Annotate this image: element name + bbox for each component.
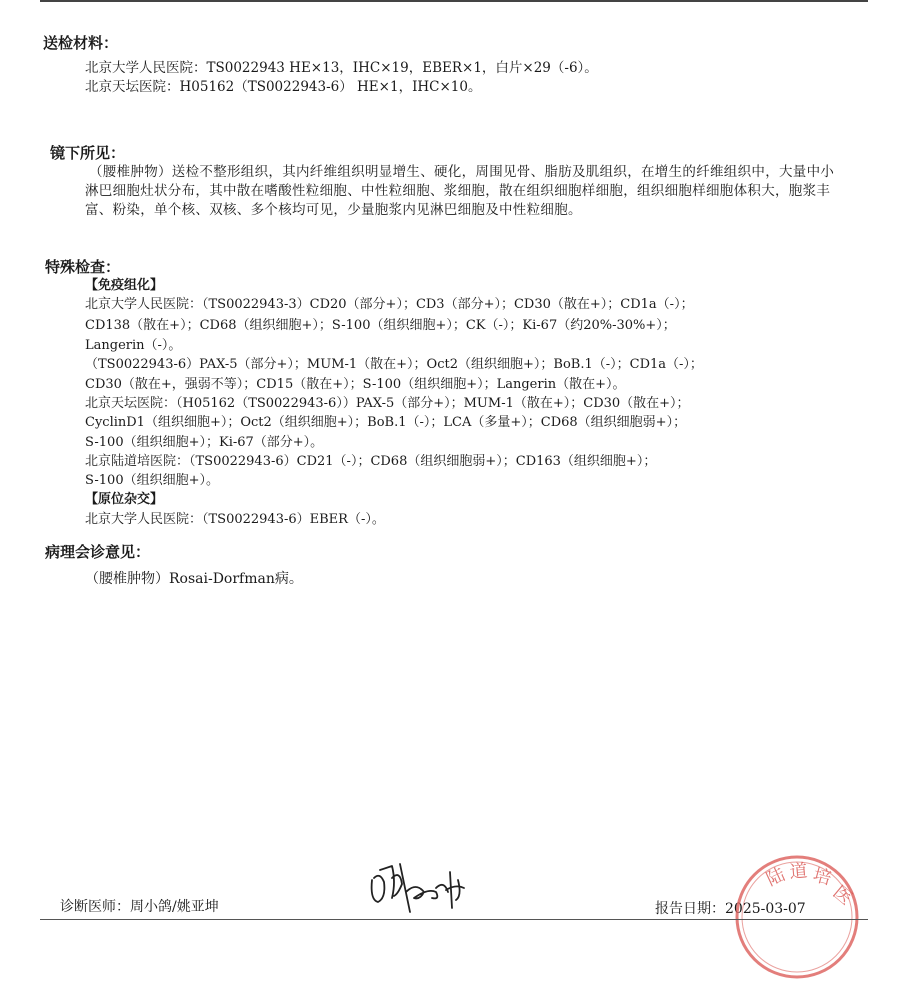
specimen-heading: 送检材料： (43, 34, 119, 52)
ihc-line-2: CD138（散在+）；CD68（组织细胞+）；S-100（组织细胞+）；CK（-）；Ki-67（约20%-30%+）； (85, 318, 676, 333)
opinion-heading: 病理会诊意见： (45, 543, 151, 561)
ish-label: 【原位杂交】 (85, 492, 164, 507)
ihc-line-4: （TS0022943-6）PAX-5（部分+）；MUM-1（散在+）；Oct2（组织细胞+）；BoB.1（-）；CD1a（-）； (85, 357, 703, 372)
microscopy-text: （腰椎肿物）送检不整形组织，其内纤维组织明显增生、硬化，周围见骨、脂肪及肌组织，在增生的纤维组织中，大量中小淋巴细胞灶状分布，其中散在嗜酸性粒细胞、中性粒细胞、浆细胞，散在组织细胞样细胞，组织细胞样细胞体积大，胞浆丰富、粉染，单个核、双核、多个核均可见，少量胞浆内见淋巴细胞及中性粒细胞。 (85, 164, 835, 218)
specimen-line-1: 北京大学人民医院：TS0022943 HE×13，IHC×19，EBER×1，白片×29（-6）。 (85, 60, 598, 76)
ihc-line-7: CyclinD1（组织细胞+）；Oct2（组织细胞+）；BoB.1（-）；LCA（多量+）；CD68（组织细胞弱+）； (85, 415, 687, 430)
svg-text:陆: 陆 (763, 863, 789, 891)
bottom-divider (40, 919, 868, 920)
svg-text:医: 医 (828, 881, 857, 910)
diagnosing-doctors: 诊断医师：周小鸽/姚亚坤 (60, 899, 219, 915)
microscopy-heading: 镜下所见： (50, 144, 126, 162)
ihc-line-9: 北京陆道培医院：（TS0022943-6）CD21（-）；CD68（组织细胞弱+）；CD163（组织细胞+）； (85, 454, 657, 469)
ihc-line-5: CD30（散在+，强弱不等）；CD15（散在+）；S-100（组织细胞+）；Langerin（散在+）。 (85, 377, 626, 392)
ish-line-1: 北京大学人民医院：（TS0022943-6）EBER（-）。 (85, 512, 385, 527)
ihc-line-6: 北京天坛医院：（H05162（TS0022943-6））PAX-5（部分+）；MUM-1（散在+）；CD30（散在+）； (85, 396, 690, 411)
ihc-line-8: S-100（组织细胞+）；Ki-67（部分+）。 (85, 435, 324, 450)
specimen-line-2: 北京天坛医院：H05162（TS0022943-6） HE×1，IHC×10。 (85, 79, 482, 95)
ihc-line-3: Langerin（-）。 (85, 338, 182, 353)
ihc-line-1: 北京大学人民医院：（TS0022943-3）CD20（部分+）；CD3（部分+）；CD30（散在+）；CD1a（-）； (85, 297, 694, 312)
special-heading: 特殊检查： (45, 258, 121, 276)
ihc-line-10: S-100（组织细胞+）。 (85, 473, 219, 488)
ihc-label: 【免疫组化】 (85, 278, 164, 293)
opinion-text: （腰椎肿物）Rosai-Dorfman病。 (85, 571, 303, 587)
hospital-seal-stamp (732, 852, 862, 982)
handwritten-signature (366, 858, 476, 914)
svg-text:培: 培 (810, 864, 834, 890)
svg-text:道: 道 (788, 860, 809, 883)
top-divider (40, 0, 868, 2)
report-date: 报告日期：2025-03-07 (655, 901, 806, 917)
